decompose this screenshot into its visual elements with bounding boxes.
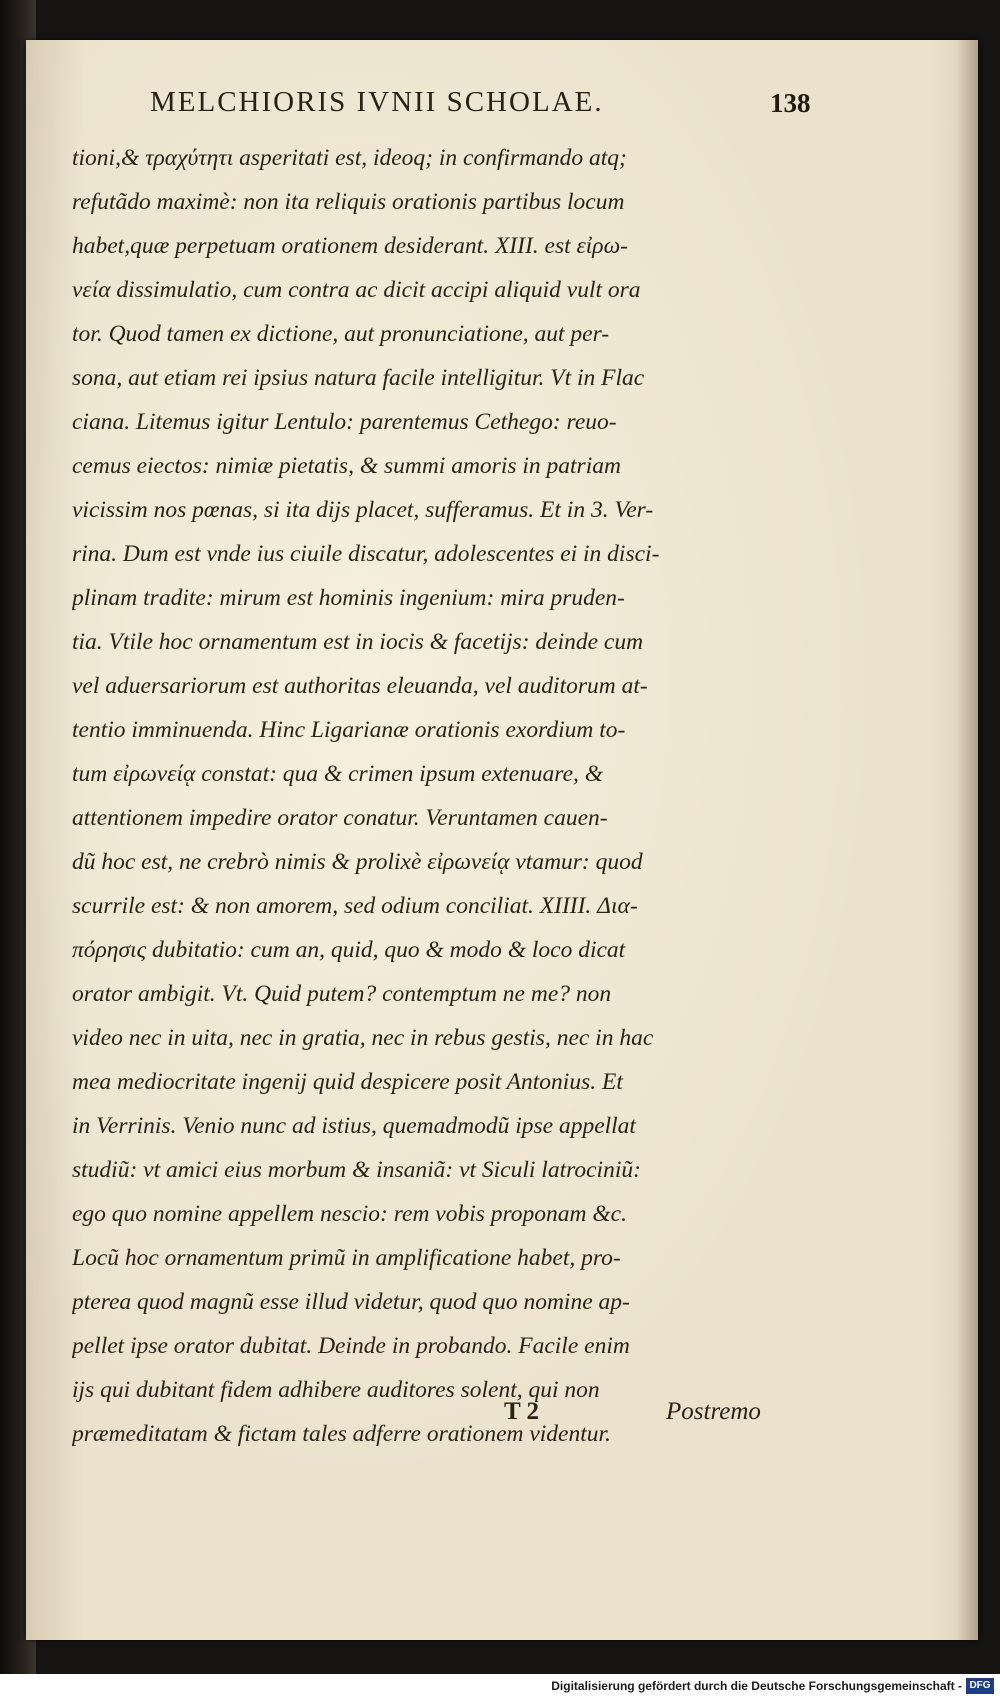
page-number: 138 <box>770 88 811 118</box>
text-line: tor. Quod tamen ex dictione, aut pronunciatione, aut per- <box>72 321 610 347</box>
text-line: ego quo nomine appellem nescio: rem vobis proponam &c. <box>72 1201 627 1227</box>
text-line: tum εἰρωνείᾳ constat: qua & crimen ipsum extenuare, & <box>72 761 604 787</box>
text-line: scurrile est: & non amorem, sed odium conciliat. XIIII. Δια- <box>72 893 638 919</box>
body-text <box>72 136 812 1456</box>
text-line: ciana. Litemus igitur Lentulo: parentemus Cethego: reuo- <box>72 409 617 435</box>
text-line: orator ambigit. Vt. Quid putem? contemptum ne me? non <box>72 981 612 1007</box>
text-line: attentionem impedire orator conatur. Veruntamen cauen- <box>72 805 608 831</box>
text-line: video nec in uita, nec in gratia, nec in rebus gestis, nec in hac <box>72 1025 654 1051</box>
text-line: præmeditatam & fictam tales adferre orationem videntur. <box>72 1421 611 1447</box>
page-footer <box>26 1398 978 1442</box>
text-line: sona, aut etiam rei ipsius natura facile intelligitur. Vt in Flac <box>72 365 645 391</box>
text-line: πόρησις dubitatio: cum an, quid, quo & modo & loco dicat <box>72 937 626 963</box>
text-line: cemus eiectos: nimiæ pietatis, & summi amoris in patriam <box>72 453 621 479</box>
text-line: in Verrinis. Venio nunc ad istius, quemadmodũ ipse appellat <box>72 1113 636 1139</box>
text-line: νεία dissimulatio, cum contra ac dicit accipi aliquid vult ora <box>72 277 641 303</box>
text-line: refutãdo maximè: non ita reliquis orationis partibus locum <box>72 189 625 215</box>
funding-notice-text: Digitalisierung gefördert durch die Deutsche Forschungsgemeinschaft - <box>551 1679 962 1693</box>
text-line: vicissim nos pœnas, si ita dijs placet, sufferamus. Et in 3. Ver- <box>72 497 654 523</box>
text-line: rina. Dum est vnde ius ciuile discatur, adolescentes ei in disci- <box>72 541 660 567</box>
catchword: Postremo <box>666 1398 761 1425</box>
text-line: ijs qui dubitant fidem adhibere auditores solent, qui non <box>72 1377 600 1403</box>
book-page <box>26 40 978 1640</box>
text-line: plinam tradite: mirum est hominis ingenium: mira pruden- <box>72 585 625 611</box>
text-line: pellet ipse orator dubitat. Deinde in probando. Facile enim <box>72 1333 630 1359</box>
text-line: tioni,& τραχύτητι asperitati est, ideoq; in confirmando atq; <box>72 145 627 171</box>
text-line: tia. Vtile hoc ornamentum est in iocis & facetijs: deinde cum <box>72 629 644 655</box>
text-line: studiũ: vt amici eius morbum & insaniã: vt Siculi latrociniũ: <box>72 1157 641 1183</box>
text-line: dũ hoc est, ne crebrò nimis & prolixè εἰρωνείᾳ vtamur: quod <box>72 849 643 875</box>
text-line: habet,quæ perpetuam orationem desiderant. XIII. est εἰρω- <box>72 233 629 259</box>
running-title: MELCHIORIS IVNII SCHOLAE. <box>150 86 604 118</box>
text-line: vel aduersariorum est authoritas eleuanda, vel auditorum at- <box>72 673 648 699</box>
text-line: tentio imminuenda. Hinc Ligarianæ orationis exordium to- <box>72 717 626 743</box>
signature-mark: T 2 <box>504 1398 539 1425</box>
text-line: Locũ hoc ornamentum primũ in amplificatione habet, pro- <box>72 1245 621 1271</box>
text-line: mea mediocritate ingenij quid despicere posit Antonius. Et <box>72 1069 623 1095</box>
funding-notice-bar <box>0 1674 1000 1700</box>
dfg-logo: DFG <box>966 1678 994 1694</box>
text-line: pterea quod magnũ esse illud videtur, quod quo nomine ap- <box>72 1289 630 1315</box>
